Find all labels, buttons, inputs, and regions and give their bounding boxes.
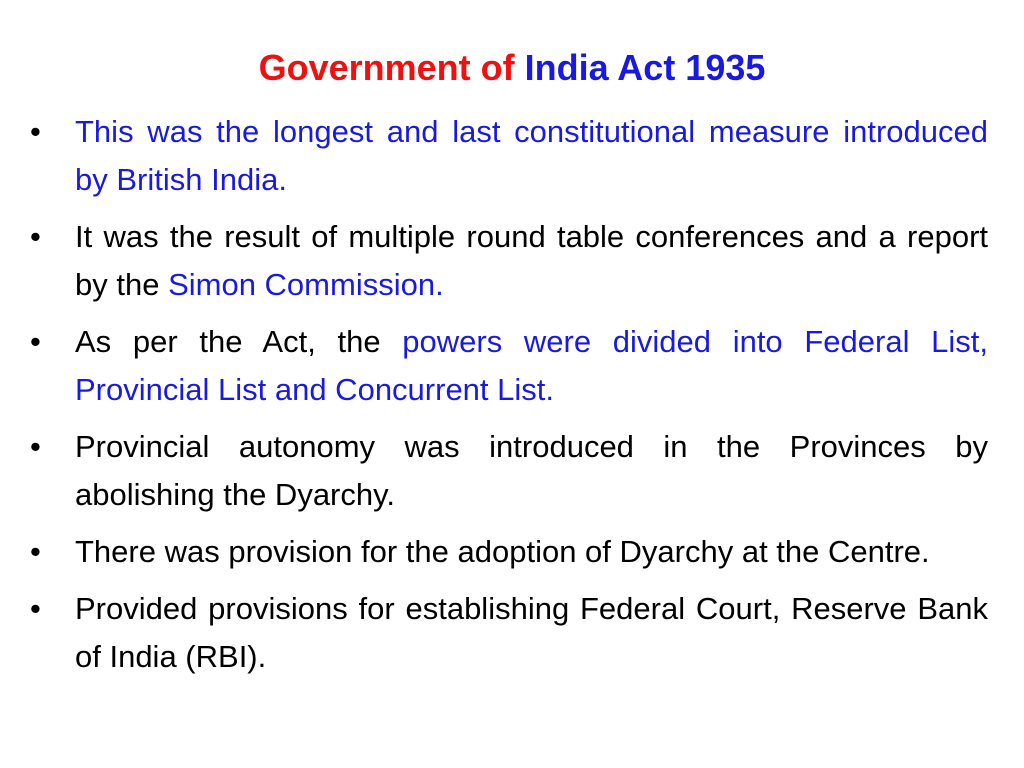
- bullet-item: [30, 213, 988, 309]
- bullet-item: [30, 108, 988, 204]
- bullet-segment: Provided provisions for establishing Federal Court, Reserve Bank of India (RBI).: [75, 591, 988, 674]
- bullet-list: [30, 108, 988, 690]
- bullet-segment-highlight: Simon Commission.: [168, 267, 444, 302]
- bullet-segment: This was the longest and last constitutional measure introduced by British India.: [75, 114, 988, 197]
- bullet-item: [30, 423, 988, 519]
- bullet-segment-highlight: powers were divided into Federal List, Provincial List and Concurrent List.: [75, 324, 988, 407]
- bullet-item: [30, 528, 988, 576]
- bullet-item: [30, 318, 988, 414]
- bullet-dot: •: [30, 114, 41, 149]
- title-part-blue: India Act 1935: [524, 47, 766, 88]
- bullet-text-6: [75, 591, 988, 674]
- bullet-segment: As per the Act, the: [75, 324, 403, 359]
- bullet-text-1: [75, 114, 988, 197]
- bullet-text-2: [75, 219, 988, 302]
- bullet-item: [30, 585, 988, 681]
- bullet-dot: •: [30, 429, 41, 464]
- bullet-segment: There was provision for the adoption of Dyarchy at the Centre.: [75, 534, 930, 569]
- bullet-text-3: [75, 324, 988, 407]
- slide-title: [0, 44, 1024, 92]
- bullet-text-4: [75, 429, 988, 512]
- bullet-dot: •: [30, 219, 41, 254]
- bullet-dot: •: [30, 591, 41, 626]
- bullet-text-5: [75, 534, 930, 569]
- bullet-segment: It was the result of multiple round table conferences and a report by the: [75, 219, 988, 302]
- title-part-red: Government of: [258, 47, 515, 88]
- bullet-segment: Provincial autonomy was introduced in the Provinces by abolishing the Dyarchy.: [75, 429, 988, 512]
- bullet-dot: •: [30, 324, 41, 359]
- bullet-dot: •: [30, 534, 41, 569]
